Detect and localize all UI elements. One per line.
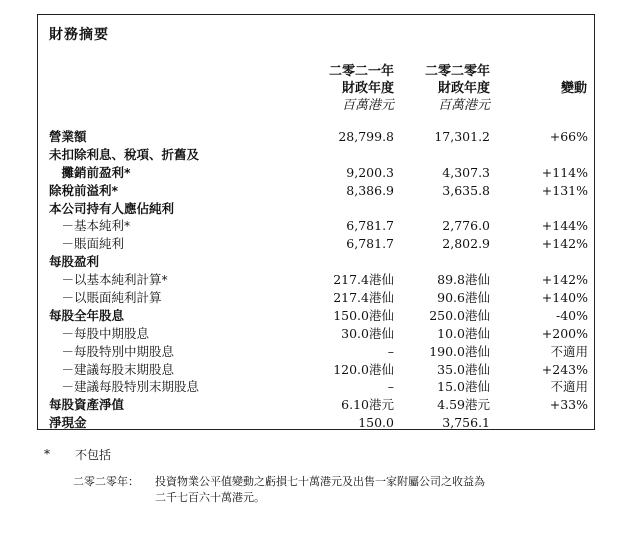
footnote-2020-lead: 二零二零年： bbox=[73, 475, 139, 488]
table-row bbox=[49, 128, 589, 146]
value-2021: 6.10港元 bbox=[341, 397, 394, 413]
value-change: +140% bbox=[541, 290, 588, 306]
row-label: 攤銷前盈利* bbox=[49, 164, 131, 180]
value-2021: 150.0 bbox=[358, 415, 394, 431]
table-row bbox=[49, 343, 589, 361]
value-change: +33% bbox=[549, 397, 588, 413]
value-2020: 10.0港仙 bbox=[437, 325, 490, 341]
header-2020-fiscal: 財政年度 bbox=[437, 81, 490, 96]
value-2021: 150.0港仙 bbox=[333, 307, 394, 323]
table-row bbox=[49, 325, 589, 343]
table-row bbox=[49, 307, 589, 325]
value-2021: – bbox=[387, 379, 394, 395]
table-row bbox=[49, 164, 589, 182]
header-2020-unit: 百萬港元 bbox=[437, 98, 490, 113]
value-2021: 217.4港仙 bbox=[333, 290, 394, 306]
summary-table bbox=[49, 128, 589, 432]
row-label: 淨現金 bbox=[49, 415, 87, 431]
value-2020: 4,307.3 bbox=[442, 164, 490, 180]
value-2021: 30.0港仙 bbox=[341, 325, 394, 341]
row-label: －每股特別中期股息 bbox=[49, 343, 175, 359]
column-header-2021 bbox=[300, 63, 394, 114]
row-label: 每股全年股息 bbox=[49, 307, 125, 323]
row-label: 每股盈利 bbox=[49, 254, 100, 270]
header-2021-year: 二零二一年 bbox=[328, 64, 394, 79]
row-label: 除稅前溢利* bbox=[49, 182, 119, 198]
value-2020: 2,802.9 bbox=[442, 236, 490, 252]
value-2020: 17,301.2 bbox=[434, 129, 490, 144]
footnote-2020-line1: 投資物業公平值變動之虧損七十萬港元及出售一家附屬公司之收益為 bbox=[155, 475, 485, 488]
value-2021: 8,386.9 bbox=[346, 182, 394, 198]
value-change: 不適用 bbox=[550, 379, 588, 395]
table-row bbox=[49, 253, 589, 271]
value-change: +243% bbox=[541, 361, 588, 377]
value-2021: 120.0港仙 bbox=[333, 361, 394, 377]
value-2020: 250.0港仙 bbox=[429, 307, 490, 323]
table-row bbox=[49, 378, 589, 396]
value-2020: 4.59港元 bbox=[437, 397, 490, 413]
footnote-2020 bbox=[73, 474, 603, 506]
value-2020: 35.0港仙 bbox=[437, 361, 490, 377]
row-label: 未扣除利息、稅項、折舊及 bbox=[49, 146, 200, 162]
value-2020: 3,635.8 bbox=[442, 182, 490, 198]
table-row bbox=[49, 396, 589, 414]
value-2021: 6,781.7 bbox=[346, 218, 394, 234]
table-row bbox=[49, 414, 589, 432]
row-label: －基本純利* bbox=[49, 218, 131, 234]
footnote-star-text: 不包括 bbox=[75, 448, 112, 462]
value-2020: 90.6港仙 bbox=[437, 290, 490, 306]
row-label: 每股資產淨值 bbox=[49, 397, 125, 413]
header-2021-fiscal: 財政年度 bbox=[341, 81, 394, 96]
value-2021: 217.4港仙 bbox=[333, 272, 394, 288]
row-label: －以基本純利計算* bbox=[49, 272, 168, 288]
value-change: +142% bbox=[541, 236, 588, 252]
column-header-change bbox=[520, 80, 587, 97]
row-label: －以賬面純利計算 bbox=[49, 290, 162, 306]
page-title: 財務摘要 bbox=[49, 27, 109, 43]
row-label: －建議每股末期股息 bbox=[49, 361, 175, 377]
value-change: +142% bbox=[541, 272, 588, 288]
value-2020: 3,756.1 bbox=[442, 415, 490, 431]
table-row bbox=[49, 217, 589, 235]
footnote-2020-line2: 二千七百六十萬港元。 bbox=[155, 491, 265, 504]
header-change-label: 變動 bbox=[560, 81, 587, 96]
table-row bbox=[49, 146, 589, 164]
value-2021: 28,799.8 bbox=[338, 129, 394, 144]
table-row bbox=[49, 235, 589, 253]
value-2020: 89.8港仙 bbox=[437, 272, 490, 288]
header-2021-unit: 百萬港元 bbox=[341, 98, 394, 113]
value-change: +200% bbox=[541, 325, 588, 341]
row-label: －賬面純利 bbox=[49, 236, 125, 252]
footnote-star: * bbox=[44, 447, 50, 461]
column-header-2020 bbox=[395, 63, 490, 114]
row-label: －每股中期股息 bbox=[49, 325, 150, 341]
table-row bbox=[49, 182, 589, 200]
row-label: 本公司持有人應佔純利 bbox=[49, 200, 175, 216]
value-change: +131% bbox=[541, 182, 588, 198]
row-label: －建議每股特別末期股息 bbox=[49, 379, 200, 395]
value-change: +66% bbox=[549, 129, 588, 144]
table-row bbox=[49, 289, 589, 307]
value-2020: 2,776.0 bbox=[442, 218, 490, 234]
header-2020-year: 二零二零年 bbox=[424, 64, 490, 79]
value-2021: – bbox=[387, 343, 394, 359]
value-2021: 9,200.3 bbox=[346, 164, 394, 180]
value-2021: 6,781.7 bbox=[346, 236, 394, 252]
value-2020: 190.0港仙 bbox=[429, 343, 490, 359]
value-2020: 15.0港仙 bbox=[437, 379, 490, 395]
table-row bbox=[49, 200, 589, 218]
value-change: -40% bbox=[555, 307, 588, 323]
value-change: +144% bbox=[541, 218, 588, 234]
row-label: 營業額 bbox=[49, 129, 87, 144]
table-row bbox=[49, 271, 589, 289]
value-change: +114% bbox=[541, 164, 588, 180]
table-row bbox=[49, 361, 589, 379]
value-change: 不適用 bbox=[550, 343, 588, 359]
